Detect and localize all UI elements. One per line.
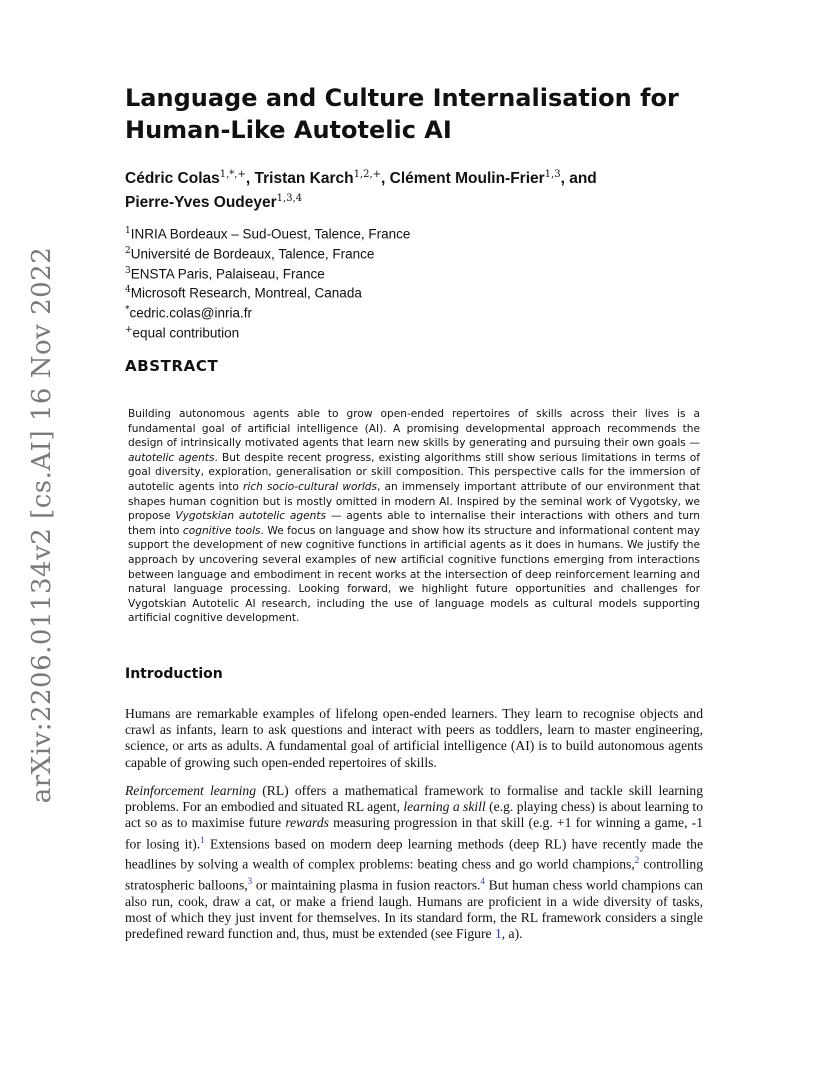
footnote-link[interactable]: 1 — [200, 834, 205, 845]
affiliation-text: Université de Bordeaux, Talence, France — [130, 246, 375, 262]
abstract-heading: ABSTRACT — [125, 357, 219, 375]
affiliation-line — [125, 263, 725, 283]
affiliation-marker: 1,*,+ — [219, 169, 246, 180]
author-name: Clément Moulin-Frier — [389, 170, 545, 188]
author-conjunction: and — [569, 170, 597, 188]
intro-segment: But human chess world champions can also run, cook, draw a cat, or make a friend laugh. Humans are proficient in a wide diversity of tasks, most of which they just invent for themselves. In its standard form, the RL framework considers a single predefined reward function and, thus, must be extended (see Figure — [125, 877, 703, 942]
affiliation-mark: * — [125, 305, 130, 316]
intro-segment: , a). — [501, 926, 523, 942]
intro-emphasis: learning a skill — [403, 799, 486, 815]
abstract-emphasis: autotelic agents — [128, 451, 215, 464]
affiliation-mark: + — [125, 324, 133, 335]
affiliation-text: INRIA Bordeaux – Sud-Ouest, Talence, France — [130, 226, 411, 242]
affiliation-mark: 3 — [125, 265, 131, 276]
figure-reference-link[interactable]: 1 — [494, 926, 502, 942]
affiliation-text: ENSTA Paris, Palaiseau, France — [130, 266, 325, 282]
affiliation-line — [125, 322, 725, 342]
abstract-segment: . We focus on language and show how its structure and informational content may support the development of new cognitive functions in artificial agents as it does in humans. We justify the approach by uncovering several examples of new artificial cognitive functions emerging from interactions between language and embodiment in recent works at the intersection of deep reinforcement learning and natural language processing. Looking forward, we highlight future opportunities and challenges for Vygotskian Autotelic AI research, including the use of language models as cultural models supporting artificial cognitive development. — [128, 524, 700, 625]
abstract-text — [128, 407, 700, 626]
affiliation-line — [125, 223, 725, 243]
author-name: Pierre-Yves Oudeyer — [125, 194, 277, 212]
footnote-link[interactable]: 2 — [634, 855, 640, 866]
intro-emphasis: rewards — [285, 815, 329, 831]
affiliation-mark: 4 — [125, 285, 131, 296]
affiliation-text: Microsoft Research, Montreal, Canada — [130, 285, 362, 301]
intro-segment: (RL) offers a mathematical framework to formalise and tackle skill learning problems. For an embodied and situated RL agent, — [125, 783, 703, 815]
abstract-emphasis: Vygotskian autotelic agents — [175, 510, 327, 523]
paper-title: Language and Culture Internalisation for Human-Like Autotelic AI — [125, 84, 679, 144]
abstract-emphasis: cognitive tools — [182, 524, 261, 537]
affiliation-line — [125, 243, 725, 263]
intro-segment: or maintaining plasma in fusion reactors. — [252, 877, 481, 893]
affiliation-marker: 1,2,+ — [353, 169, 382, 180]
affiliation-mark: 2 — [125, 245, 131, 256]
affiliation-marker: 1,3 — [544, 169, 561, 180]
affiliation-marker: 1,3,4 — [276, 193, 303, 205]
abstract-segment: , an immensely important attribute of our environment that shapes human cognition but is mostly omitted in modern AI. Inspired by the seminal work of Vygotsky, we propose — [128, 480, 700, 523]
intro-segment: (e.g. playing chess) is about learning to act so as to maximise future — [125, 799, 703, 831]
footnote-link[interactable]: 3 — [247, 876, 253, 887]
intro-segment: measuring progression in that skill (e.g. +1 for winning a game, -1 for losing it). — [125, 815, 703, 852]
affiliation-list — [125, 223, 725, 342]
author-name: Cédric Colas — [125, 170, 220, 188]
abstract-segment: — agents able to internalise their interactions with others and turn them into — [128, 510, 701, 537]
abstract-emphasis: rich socio-cultural worlds — [243, 480, 378, 493]
intro-paragraph-2 — [125, 783, 703, 942]
intro-emphasis: Reinforcement learning — [125, 783, 257, 798]
section-heading-introduction: Introduction — [125, 666, 223, 682]
affiliation-line — [125, 302, 725, 322]
abstract-segment: Building autonomous agents able to grow open-ended repertoires of skills across their lives is a fundamental goal of artificial intelligence (AI). A promising developmental approach recommends the design of intrinsically motivated agents that learn new skills by generating and pursuing their own goals — — [128, 408, 700, 450]
author-list: Cédric Colas$^{1,*,+}$, Tristan Karch$^{1,2,+}$, Clément Moulin-Frier$^{1,3}$, and Pierre-Yves Oudeyer$^{1,3,4}$ — [125, 169, 597, 212]
corresponding-email[interactable]: cedric.colas@inria.fr — [129, 305, 252, 321]
arxiv-sidebar — [22, 246, 62, 804]
footnote-link[interactable]: 4 — [480, 876, 485, 887]
abstract-segment: . But despite recent progress, existing algorithms still show serious limitations in terms of goal diversity, exploration, generalisation or skill composition. This perspective calls for the immersion of autotelic agents into — [128, 451, 700, 493]
affiliation-text: equal contribution — [132, 325, 240, 341]
author-name: Tristan Karch — [254, 170, 354, 188]
intro-segment: Extensions based on modern deep learning methods (deep RL) have recently made the headlines by solving a wealth of complex problems: beating chess and go world champions, — [125, 836, 703, 872]
intro-segment: controlling stratospheric balloons, — [125, 856, 703, 893]
affiliation-line — [125, 282, 725, 302]
affiliation-mark: 1 — [125, 226, 131, 236]
arxiv-identifier[interactable]: arXiv:2206.01134v2 [cs.AI] 16 Nov 2022 — [27, 246, 58, 804]
intro-paragraph-1: Humans are remarkable examples of lifelong open-ended learners. They learn to recognise objects and crawl as infants, learn to ask questions and interact with peers as toddlers, learn to master engineering, science, or arts as adults. A fundamental goal of artificial intelligence (AI) is to build autonomous agents capable of growing such open-ended repertoires of skills. — [125, 706, 703, 770]
